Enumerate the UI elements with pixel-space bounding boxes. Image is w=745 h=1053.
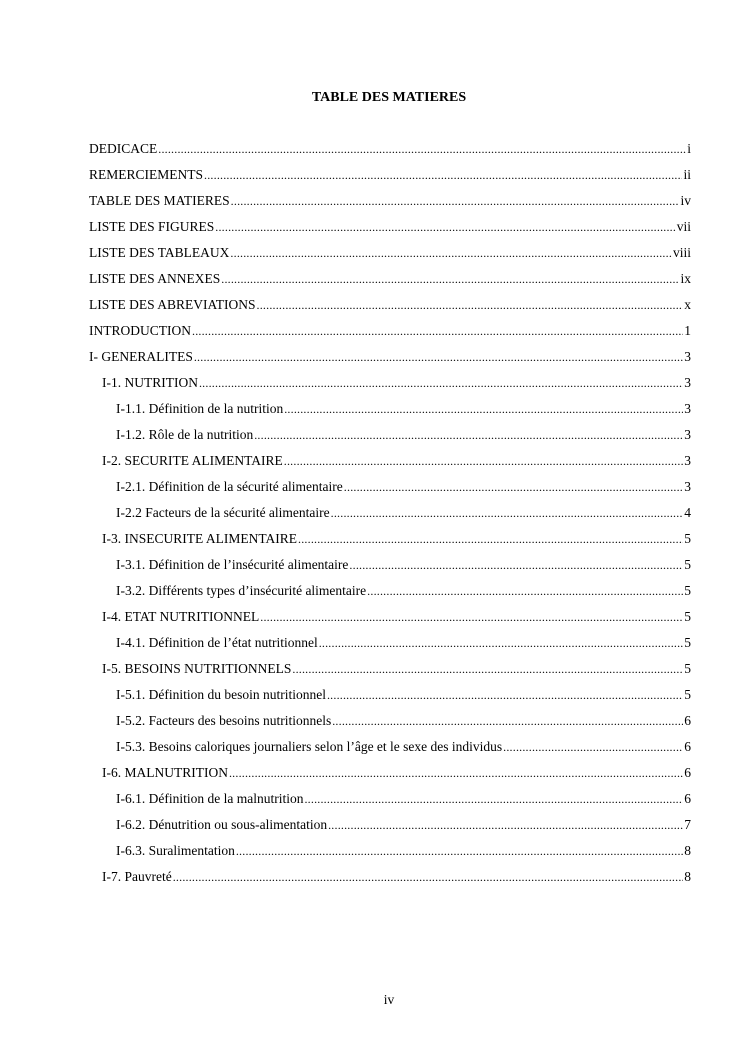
toc-entry-label: I-6.3. Suralimentation [116, 843, 235, 858]
toc-entry-label: TABLE DES MATIERES [89, 193, 230, 208]
toc-entry-label: I-1. NUTRITION [102, 375, 198, 390]
toc-entry-page-number: 7 [684, 817, 691, 832]
toc-entry-page-number: 5 [684, 635, 691, 650]
toc-entry[interactable] [89, 348, 691, 374]
toc-entry[interactable] [89, 296, 691, 322]
page-title: TABLE DES MATIERES [311, 90, 467, 105]
toc-entry-leader-dots [349, 556, 683, 574]
toc-entry-leader-dots [284, 452, 683, 470]
toc-entry-label: I-5.3. Besoins caloriques journaliers selon l’âge et le sexe des individus [116, 739, 503, 754]
toc-entry[interactable] [89, 400, 691, 426]
toc-entry[interactable] [89, 556, 691, 582]
toc-entry[interactable] [89, 218, 691, 244]
toc-entry-page-number: 6 [684, 765, 691, 780]
toc-entry-leader-dots [503, 738, 683, 756]
toc-entry-page-number: 3 [684, 427, 691, 442]
toc-entry[interactable] [89, 478, 691, 504]
toc-entry-leader-dots [319, 634, 684, 652]
toc-entry[interactable] [89, 868, 691, 894]
toc-entry[interactable] [89, 322, 691, 348]
toc-entry-label: I-2.2 Facteurs de la sécurité alimentaire [116, 505, 330, 520]
toc-entry-leader-dots [331, 504, 684, 522]
toc-entry-page-number: x [684, 297, 691, 312]
toc-entry-leader-dots [284, 400, 683, 418]
toc-entry-label: REMERCIEMENTS [89, 167, 204, 182]
toc-entry-leader-dots [158, 140, 686, 158]
toc-entry-label: I-2.1. Définition de la sécurité alimentaire [116, 479, 343, 494]
toc-entry-leader-dots [194, 348, 683, 366]
toc-entry-label: I-1.2. Rôle de la nutrition [116, 427, 254, 442]
toc-entry[interactable] [89, 504, 691, 530]
toc-entry-page-number: 3 [684, 401, 691, 416]
toc-entry-label: I-6.1. Définition de la malnutrition [116, 791, 304, 806]
toc-entry-label: I- GENERALITES [89, 349, 193, 364]
toc-entry-leader-dots [292, 660, 683, 678]
toc-entry-page-number: 5 [684, 583, 691, 598]
toc-entry-leader-dots [344, 478, 683, 496]
toc-entry[interactable] [89, 790, 691, 816]
toc-entry-page-number: 5 [684, 557, 691, 572]
toc-entry-label: I-6.2. Dénutrition ou sous-alimentation [116, 817, 328, 832]
toc-entry[interactable] [89, 244, 691, 270]
toc-entry-page-number: viii [672, 245, 691, 260]
toc-entry-leader-dots [254, 426, 683, 444]
toc-entry-label: LISTE DES FIGURES [89, 219, 215, 234]
toc-entry-page-number: 4 [684, 505, 691, 520]
toc-entry-leader-dots [221, 270, 679, 288]
toc-entry-leader-dots [173, 868, 684, 886]
toc-entry-label: I-2. SECURITE ALIMENTAIRE [102, 453, 283, 468]
toc-entry[interactable] [89, 582, 691, 608]
toc-entry-page-number: i [687, 141, 691, 156]
toc-entry-leader-dots [304, 790, 683, 808]
toc-entry-page-number: 8 [684, 843, 691, 858]
toc-entry-leader-dots [199, 374, 683, 392]
toc-entry[interactable] [89, 660, 691, 686]
toc-entry-label: LISTE DES TABLEAUX [89, 245, 230, 260]
toc-entry-label: I-6. MALNUTRITION [102, 765, 228, 780]
toc-entry-page-number: 3 [684, 349, 691, 364]
toc-entry[interactable] [89, 270, 691, 296]
toc-entry-label: I-5.2. Facteurs des besoins nutritionnels [116, 713, 332, 728]
toc-entry-label: LISTE DES ABREVIATIONS [89, 297, 256, 312]
toc-entry-page-number: ii [683, 167, 691, 182]
toc-entry-leader-dots [229, 764, 683, 782]
toc-entry-page-number: 3 [684, 375, 691, 390]
toc-entry-page-number: 5 [684, 609, 691, 624]
toc-entry-leader-dots [367, 582, 683, 600]
toc-entry[interactable] [89, 608, 691, 634]
toc-entry-page-number: 5 [684, 687, 691, 702]
toc-entry-leader-dots [327, 686, 683, 704]
toc-entry[interactable] [89, 634, 691, 660]
toc-entry-page-number: iv [680, 193, 691, 208]
toc-entry[interactable] [89, 166, 691, 192]
toc-entry-leader-dots [236, 842, 683, 860]
toc-entry[interactable] [89, 530, 691, 556]
toc-entry-label: INTRODUCTION [89, 323, 191, 338]
toc-entry-label: I-1.1. Définition de la nutrition [116, 401, 284, 416]
toc-entry-label: I-4.1. Définition de l’état nutritionnel [116, 635, 318, 650]
toc-entry-leader-dots [230, 244, 672, 262]
toc-entry-page-number: 1 [684, 323, 691, 338]
toc-entry-page-number: 5 [684, 661, 691, 676]
toc-entry-leader-dots [192, 322, 683, 340]
toc-entry-page-number: 6 [684, 739, 691, 754]
toc-entry-page-number: 6 [684, 713, 691, 728]
toc-entry-label: I-3.2. Différents types d’insécurité alimentaire [116, 583, 367, 598]
toc-entry-leader-dots [215, 218, 675, 236]
toc-entry-label: I-3. INSECURITE ALIMENTAIRE [102, 531, 298, 546]
toc-entry-leader-dots [260, 608, 683, 626]
toc-entry-leader-dots [257, 296, 684, 314]
toc-entry-label: I-7. Pauvreté [102, 869, 172, 884]
toc-entry-label: DEDICACE [89, 141, 158, 156]
table-of-contents [89, 140, 691, 894]
toc-entry-page-number: ix [680, 271, 691, 286]
toc-entry[interactable] [89, 764, 691, 790]
toc-entry[interactable] [89, 374, 691, 400]
toc-entry-page-number: 8 [684, 869, 691, 884]
toc-entry[interactable] [89, 140, 691, 166]
toc-entry-leader-dots [298, 530, 683, 548]
toc-entry-page-number: 3 [684, 479, 691, 494]
toc-entry[interactable] [89, 452, 691, 478]
toc-entry-leader-dots [328, 816, 683, 834]
toc-entry[interactable] [89, 686, 691, 712]
toc-entry[interactable] [89, 426, 691, 452]
toc-entry-leader-dots [204, 166, 682, 184]
toc-entry-page-number: 3 [684, 453, 691, 468]
toc-entry-label: I-5.1. Définition du besoin nutritionnel [116, 687, 326, 702]
toc-entry-page-number: vii [676, 219, 691, 234]
toc-entry[interactable] [89, 842, 691, 868]
toc-entry[interactable] [89, 712, 691, 738]
page-number-footer: iv [383, 992, 395, 1007]
toc-entry[interactable] [89, 816, 691, 842]
toc-entry-label: LISTE DES ANNEXES [89, 271, 221, 286]
toc-entry[interactable] [89, 192, 691, 218]
toc-entry-page-number: 6 [684, 791, 691, 806]
toc-entry-label: I-5. BESOINS NUTRITIONNELS [102, 661, 292, 676]
toc-entry-leader-dots [332, 712, 683, 730]
toc-entry-label: I-3.1. Définition de l’insécurité alimentaire [116, 557, 349, 572]
toc-entry-label: I-4. ETAT NUTRITIONNEL [102, 609, 260, 624]
toc-entry[interactable] [89, 738, 691, 764]
toc-entry-leader-dots [231, 192, 680, 210]
toc-entry-page-number: 5 [684, 531, 691, 546]
